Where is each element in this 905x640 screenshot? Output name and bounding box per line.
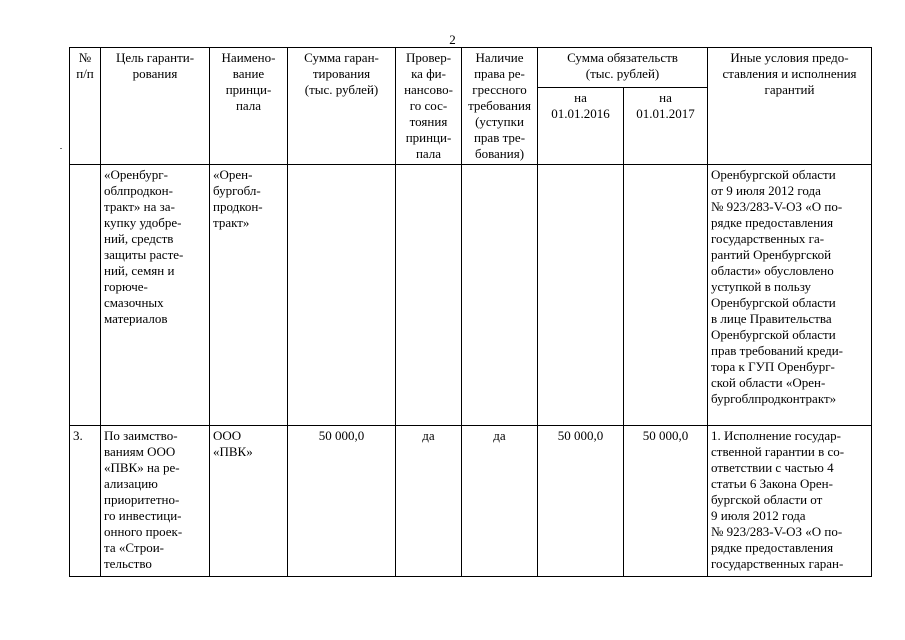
cell-line: рядке предоставления	[711, 215, 834, 230]
row-obligation-2017	[624, 165, 708, 426]
cell-line: Оренбургской области	[711, 167, 836, 182]
cell-line: Провер-	[405, 50, 452, 65]
guarantee-table	[69, 47, 872, 577]
cell-line: 01.01.2017	[636, 106, 695, 122]
cell-line: (тыс. рублей)	[304, 82, 379, 97]
scan-mark	[60, 148, 62, 149]
row-principal	[210, 426, 288, 577]
row-num	[70, 165, 101, 426]
cell-line: области» обусловлено	[711, 263, 834, 278]
header-other-conditions	[708, 48, 872, 165]
cell-line: рядке предоставления	[711, 540, 834, 555]
table-row	[70, 165, 872, 426]
cell-line: купку удобре-	[104, 215, 182, 230]
cell-line: прав тре-	[473, 130, 526, 145]
cell-line: ний, средств	[104, 231, 174, 246]
cell-line: та «Строи-	[104, 540, 164, 555]
cell-line: ответствии с частью 4	[711, 460, 834, 475]
cell-line: тирования	[312, 66, 371, 81]
cell-line: 1. Исполнение государ-	[711, 428, 841, 443]
row-recourse: да	[462, 426, 538, 577]
header-date-2017	[624, 88, 708, 165]
cell-line: принци-	[225, 82, 272, 97]
cell-line: п/п	[76, 66, 94, 81]
cell-line: тояния	[409, 114, 448, 129]
cell-line: Оренбургской области	[711, 327, 836, 342]
row-conditions	[708, 165, 872, 426]
cell-line: го инвестици-	[104, 508, 182, 523]
cell-line: Иные условия предо-	[730, 50, 849, 65]
row-conditions	[708, 426, 872, 577]
header-obligation-sum	[538, 48, 708, 88]
cell-line: рантий Оренбургской	[711, 247, 832, 262]
cell-line: ваниям ООО	[104, 444, 176, 459]
cell-line: Сумма обязательств	[567, 50, 678, 65]
table-row	[70, 426, 872, 577]
cell-line: статьи 6 Закона Орен-	[711, 476, 833, 491]
row-guarantee-sum: 50 000,0	[288, 426, 396, 577]
cell-line: на	[574, 90, 587, 106]
row-obligation-2017: 50 000,0	[624, 426, 708, 577]
cell-line: Наимено-	[221, 50, 276, 65]
cell-line: рования	[132, 66, 178, 81]
cell-line: По заимство-	[104, 428, 178, 443]
cell-line: Наличие	[475, 50, 524, 65]
header-financial-check	[396, 48, 462, 165]
cell-line: ской области «Орен-	[711, 375, 826, 390]
header-purpose	[101, 48, 210, 165]
cell-line: тракт» на за-	[104, 199, 175, 214]
row-recourse	[462, 165, 538, 426]
row-guarantee-sum	[288, 165, 396, 426]
cell-line: грессного	[472, 82, 527, 97]
cell-line: пала	[415, 146, 442, 161]
cell-line: ООО	[213, 428, 242, 443]
page-number: 2	[449, 32, 456, 47]
cell-line: № 923/283-V-ОЗ «О по-	[711, 524, 843, 539]
cell-line: бургоблпродконтракт»	[711, 391, 837, 406]
cell-line: «ПВК»	[213, 444, 253, 459]
cell-line: требования	[468, 98, 531, 113]
cell-line: 9 июля 2012 года	[711, 508, 806, 523]
row-num: 3.	[70, 426, 101, 577]
cell-line: тельство	[104, 556, 152, 571]
cell-line: ализацию	[104, 476, 158, 491]
cell-line: ний, семян и	[104, 263, 175, 278]
cell-line: го сос-	[409, 98, 448, 113]
header-row-1	[70, 48, 872, 88]
header-guarantee-sum	[288, 48, 396, 165]
cell-line: бургской области от	[711, 492, 823, 507]
row-financial-check: да	[396, 426, 462, 577]
cell-line: ственной гарантии в со-	[711, 444, 845, 459]
cell-line: облпродкон-	[104, 183, 173, 198]
cell-line: ка фи-	[411, 66, 446, 81]
header-date-2016	[538, 88, 624, 165]
header-num	[70, 48, 101, 165]
cell-line: «Орен-	[213, 167, 253, 182]
cell-line: тракт»	[213, 215, 250, 230]
cell-line: на	[659, 90, 672, 106]
row-obligation-2016	[538, 165, 624, 426]
row-financial-check	[396, 165, 462, 426]
cell-line: государственных га-	[711, 231, 825, 246]
cell-line: Цель гаранти-	[115, 50, 195, 65]
row-principal	[210, 165, 288, 426]
cell-line: бования)	[474, 146, 525, 161]
cell-line: уступкой в пользу	[711, 279, 812, 294]
cell-line: продкон-	[213, 199, 263, 214]
cell-line: приоритетно-	[104, 492, 180, 507]
cell-line: смазочных	[104, 295, 164, 310]
cell-line: «ПВК» на ре-	[104, 460, 180, 475]
cell-line: (уступки	[475, 114, 524, 129]
cell-line: горюче-	[104, 279, 148, 294]
cell-line: (тыс. рублей)	[585, 66, 660, 81]
cell-line: 01.01.2016	[551, 106, 610, 122]
cell-line: онного проек-	[104, 524, 183, 539]
cell-line: Оренбургской области	[711, 295, 836, 310]
cell-line: права ре-	[474, 66, 525, 81]
cell-line: от 9 июля 2012 года	[711, 183, 821, 198]
cell-line: нансово-	[404, 82, 453, 97]
cell-line: «Оренбург-	[104, 167, 168, 182]
header-principal-name	[210, 48, 288, 165]
row-purpose	[101, 165, 210, 426]
cell-line: № 923/283-V-ОЗ «О по-	[711, 199, 843, 214]
cell-line: защиты расте-	[104, 247, 184, 262]
cell-line: материалов	[104, 311, 168, 326]
cell-line: пала	[235, 98, 262, 113]
cell-line: в лице Правительства	[711, 311, 832, 326]
header-recourse	[462, 48, 538, 165]
cell-line: гарантий	[764, 82, 815, 97]
cell-line: вание	[232, 66, 265, 81]
cell-line: ставления и исполнения	[722, 66, 857, 81]
cell-line: государственных гаран-	[711, 556, 844, 571]
cell-line: №	[78, 50, 92, 65]
row-purpose	[101, 426, 210, 577]
cell-line: прав требований креди-	[711, 343, 844, 358]
row-obligation-2016: 50 000,0	[538, 426, 624, 577]
cell-line: Сумма гаран-	[304, 50, 379, 65]
cell-line: тора к ГУП Оренбург-	[711, 359, 835, 374]
cell-line: бургобл-	[213, 183, 261, 198]
cell-line: принци-	[405, 130, 452, 145]
